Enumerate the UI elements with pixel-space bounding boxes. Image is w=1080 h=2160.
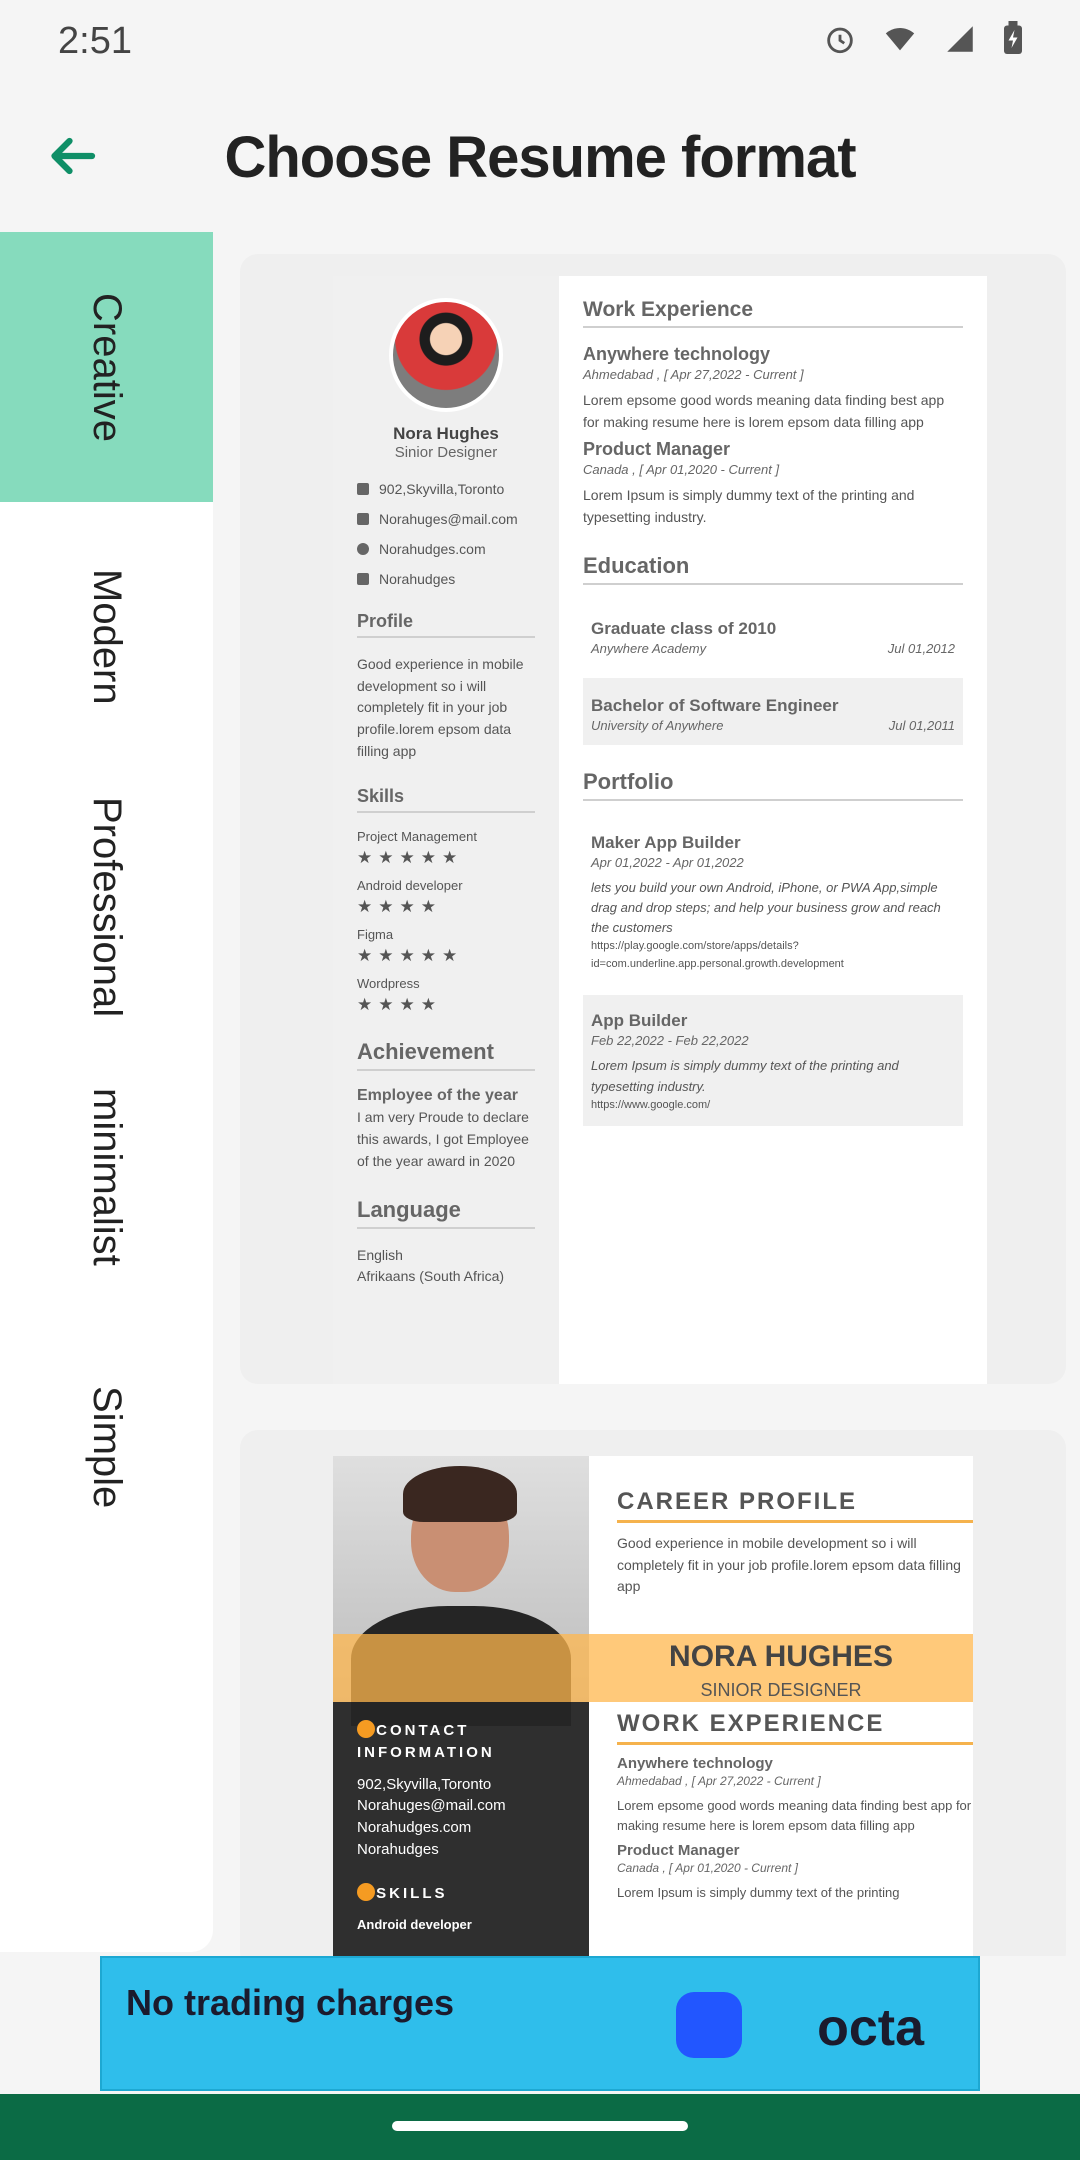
work-heading: WORK EXPERIENCE [617,1710,973,1745]
page-title: Choose Resume format [224,125,856,190]
portfolio-heading: Portfolio [583,769,963,801]
tab-simple[interactable] [0,1312,213,1582]
battery-icon [1001,20,1025,58]
job-description: Lorem epsome good words meaning data finding best app for making resume here is lorem epsom data filling app [583,392,945,430]
linkedin-icon [357,573,369,585]
language-item: Afrikaans (South Africa) [357,1268,505,1285]
alarm-icon [823,22,857,56]
job-title: Product Manager [617,1842,740,1860]
octa-logo-icon [676,1992,742,2058]
contact-heading: CONTACT INFORMATION [357,1722,495,1761]
job-title: Product Manager [583,439,731,460]
skill-item: Wordpress [357,976,420,992]
education-item: Bachelor of Software Engineer University of Anywhere Jul 01,2011 [583,678,963,745]
profile-text: Good experience in mobile development so i will completely fit in your job profile.lorem epsom data filling app [357,656,524,759]
career-heading: CAREER PROFILE [617,1488,973,1523]
skill-item: Project Management [357,829,477,845]
tab-label: Creative [85,292,129,442]
job-description: Lorem epsome good words meaning data finding best app for making resume here is lorem epsom data filling app [617,1798,972,1834]
resume-right-column [559,276,987,1384]
skill-item: Android developer [357,1917,472,1933]
profile-heading: Profile [357,611,535,638]
job-meta: Canada , [ Apr 01,2020 - Current ] [583,462,780,478]
tab-creative[interactable] [0,232,213,502]
language-heading: Language [357,1197,535,1229]
resume-name: NORA HUGHES [669,1640,893,1673]
status-icons [823,20,1025,58]
advertisement-banner[interactable] [100,1956,980,2091]
skills-heading: SKILLS [357,1883,577,1905]
tab-professional[interactable] [0,772,213,1042]
achievement-text: I am very Proude to declare this awards, I got Employee of the year award in 2020 [357,1109,529,1169]
job-title: Anywhere technology [583,344,771,364]
contact-linkedin: Norahudges [357,1840,439,1858]
portfolio-link: https://www.google.com/ [591,1098,711,1111]
achievement-name: Employee of the year [357,1087,518,1105]
tab-label: minimalist [85,1088,129,1266]
tab-label: Professional [85,796,129,1018]
status-bar [0,0,1080,84]
resume-template-list [240,232,1066,1956]
home-gesture-pill[interactable] [392,2121,688,2131]
profile-photo [389,298,503,412]
resume-left-column [333,276,559,1384]
tab-minimalist[interactable] [0,1042,213,1312]
resume-preview [333,1456,973,1956]
contact-website: Norahudges.com [357,541,535,557]
language-item: English [357,1246,403,1263]
career-text: Good experience in mobile development so i will completely fit in your job profile.lorem epsom data filling app [617,1535,961,1595]
resume-left-column [333,1456,589,1956]
skill-item: Android developer [357,878,463,894]
contact-email: Norahuges@mail.com [357,511,535,527]
resume-role: SINIOR DESIGNER [700,1680,862,1700]
skill-item: Figma [357,927,394,943]
job-title: Anywhere technology [617,1755,773,1773]
wifi-icon [881,22,919,56]
globe-icon [357,543,369,555]
contact-address: 902,Skyvilla,Toronto [357,481,535,497]
tab-modern[interactable] [0,502,213,772]
contact-email: Norahuges@mail.com [357,1797,506,1815]
job-meta: Canada , [ Apr 01,2020 - Current ] [617,1861,798,1876]
contact-linkedin: Norahudges [357,571,535,587]
signal-icon [943,22,977,56]
resume-name: Nora Hughes [393,424,499,443]
resume-template-card-creative-2[interactable] [240,1430,1066,1956]
rating-stars: ★★★★ [357,897,442,917]
tab-label: Modern [85,569,129,705]
contact-website: Norahudges.com [357,1819,472,1836]
portfolio-item: App Builder Feb 22,2022 - Feb 22,2022 Lorem Ipsum is simply dummy text of the printing and typesetting industry. https://www.google.com/ [583,995,963,1126]
resume-right-column [589,1456,973,1956]
tab-label: Simple [85,1385,129,1509]
location-icon [357,483,369,495]
education-heading: Education [583,553,963,585]
resume-role: Sinior Designer [394,444,498,461]
job-description: Lorem Ipsum is simply dummy text of the printing and typesetting industry. [583,487,915,526]
rating-stars: ★★★★★ [357,946,464,966]
mail-icon [357,513,369,525]
format-sidebar [0,232,213,1952]
job-description: Lorem Ipsum is simply dummy text of the printing [617,1885,900,1901]
contact-address: 902,Skyvilla,Toronto [357,1775,492,1793]
portfolio-item: Maker App Builder Apr 01,2022 - Apr 01,2022 lets you build your own Android, iPhone, or PWA App,simple drag and drop steps; and help your business grow and reach the customers https://play.google.com/store/apps/details?id=com.underline.app.personal.growth.development [583,817,963,986]
ad-headline: No trading charges [126,1982,455,2023]
rating-stars: ★★★★ [357,995,442,1015]
job-meta: Ahmedabad , [ Apr 27,2022 - Current ] [617,1774,821,1789]
skills-heading: Skills [357,786,535,813]
portfolio-link: https://play.google.com/store/apps/details?id=com.underline.app.personal.growth.development [591,940,844,970]
work-heading: Work Experience [583,298,963,328]
education-item: Graduate class of 2010 Anywhere Academy Jul 01,2012 [591,618,955,656]
rating-stars: ★★★★★ [357,848,464,868]
job-meta: Ahmedabad , [ Apr 27,2022 - Current ] [583,367,804,382]
ad-brand: octa [817,1999,924,2057]
resume-template-card-creative-1[interactable] [240,254,1066,1384]
status-time: 2:51 [58,20,132,62]
achievement-heading: Achievement [357,1039,535,1071]
resume-preview [333,276,987,1384]
app-bar [0,84,1080,232]
